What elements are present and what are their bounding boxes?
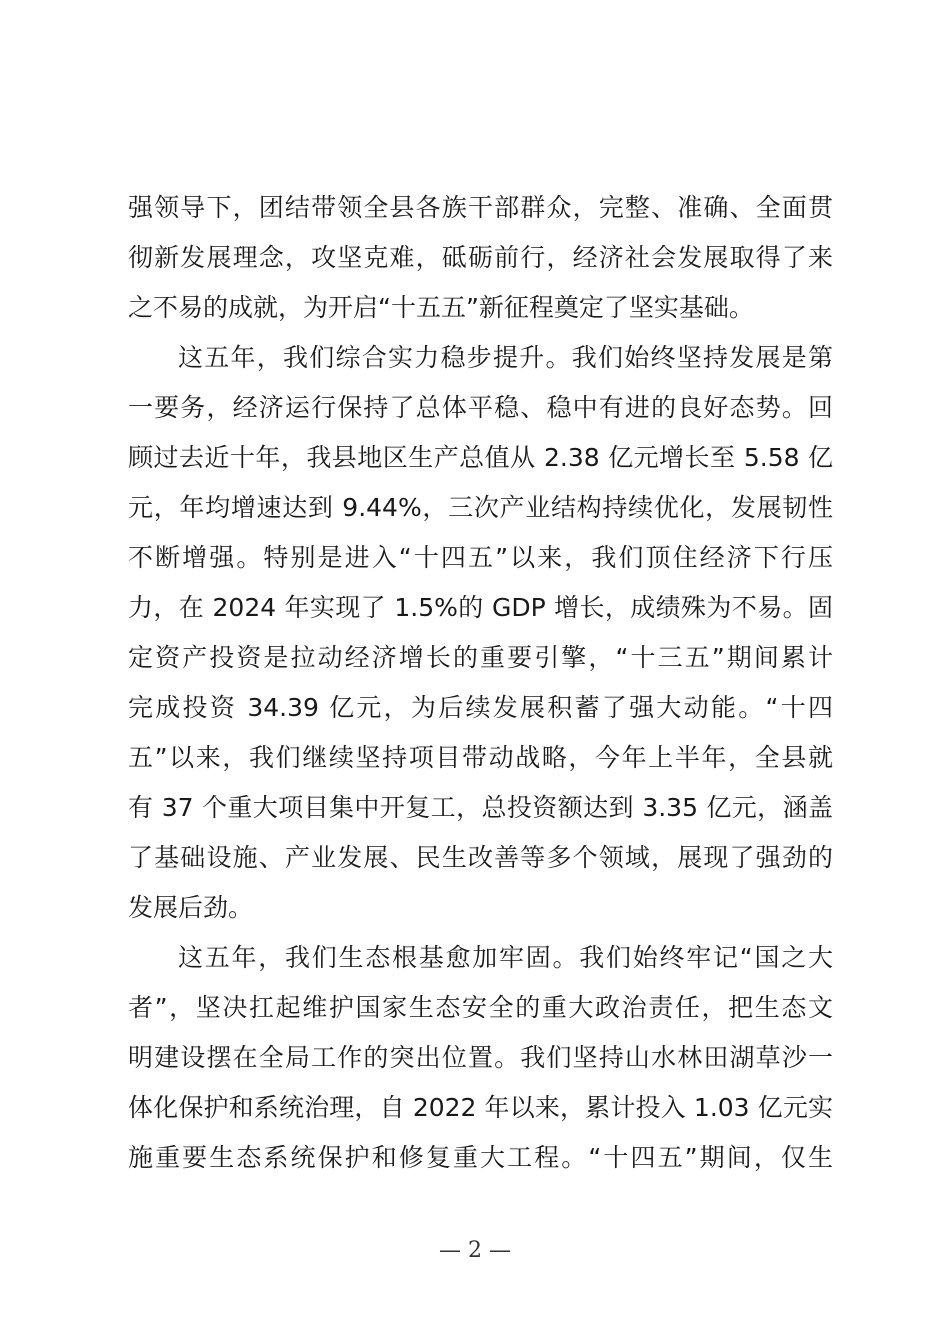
text-line: 之不易的成就，为开启“十五五”新征程奠定了坚实基础。 xyxy=(128,293,754,322)
page-number: — 2 — xyxy=(439,1238,511,1263)
text-line: 施重要生态系统保护和修复重大工程。“十四五”期间，仅生 xyxy=(128,1143,833,1172)
text-line: 力，在 2024 年实现了 1.5%的 GDP 增长，成绩殊为不易。固 xyxy=(128,593,833,622)
text-line: 者”，坚决扛起维护国家生态安全的重大政治责任，把生态文 xyxy=(128,993,833,1022)
text-line: 了基础设施、产业发展、民生改善等多个领域，展现了强劲的 xyxy=(128,843,833,872)
text-line: 顾过去近十年，我县地区生产总值从 2.38 亿元增长至 5.58 亿 xyxy=(128,443,833,472)
text-line: 强领导下，团结带领全县各族干部群众，完整、准确、全面贯 xyxy=(128,193,833,222)
text-line: 元，年均增速达到 9.44%，三次产业结构持续优化，发展韧性 xyxy=(128,493,833,522)
body-text xyxy=(128,183,833,1183)
text-line: 有 37 个重大项目集中开复工，总投资额达到 3.35 亿元，涵盖 xyxy=(128,793,833,822)
text-line: 明建设摆在全局工作的突出位置。我们坚持山水林田湖草沙一 xyxy=(128,1043,833,1072)
text-line: 彻新发展理念，攻坚克难，砥砺前行，经济社会发展取得了来 xyxy=(128,243,833,272)
text-line: 定资产投资是拉动经济增长的重要引擎，“十三五”期间累计 xyxy=(128,643,833,672)
text-line: 完成投资 34.39 亿元，为后续发展积蓄了强大动能。“十四 xyxy=(128,693,833,722)
text-line: 体化保护和系统治理，自 2022 年以来，累计投入 1.03 亿元实 xyxy=(128,1093,833,1122)
text-line: 发展后劲。 xyxy=(128,893,254,922)
text-line: 这五年，我们生态根基愈加牢固。我们始终牢记“国之大 xyxy=(178,943,833,972)
text-line: 一要务，经济运行保持了总体平稳、稳中有进的良好态势。回 xyxy=(128,393,833,422)
text-line: 五”以来，我们继续坚持项目带动战略，今年上半年，全县就 xyxy=(128,743,833,772)
text-line: 这五年，我们综合实力稳步提升。我们始终坚持发展是第 xyxy=(178,343,833,372)
text-line: 不断增强。特别是进入“十四五”以来，我们顶住经济下行压 xyxy=(128,543,833,572)
